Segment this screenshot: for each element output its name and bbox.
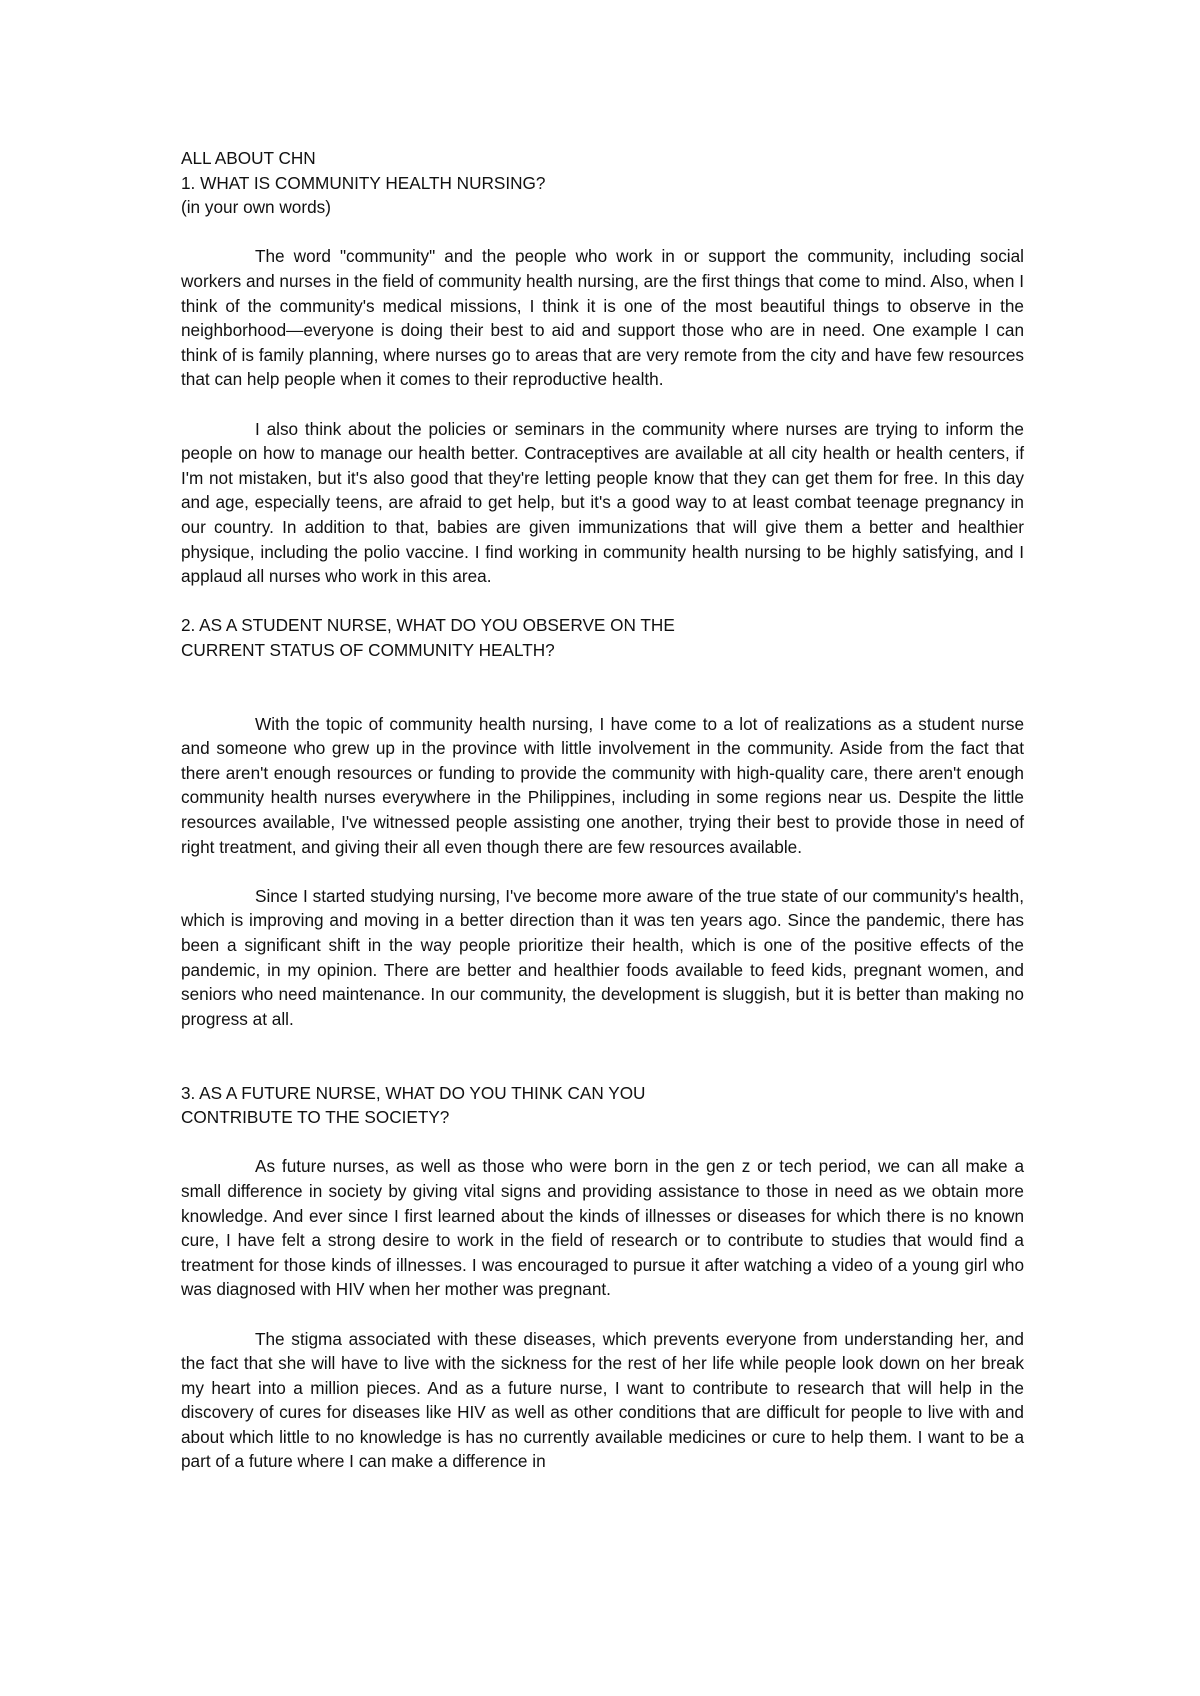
section-3-paragraph-2: The stigma associated with these diseases, which prevents everyone from understanding her, and the fact that she will have to live with the sickness for the rest of her life while people look down on her break my heart into a million pieces. And as a future nurse, I want to contribute to research that will help in the discovery of cures for diseases like HIV as well as other conditions that are difficult for people to live with and about which little to no knowledge is has no currently available medicines or cure to help them. I want to be a part of a future where I can make a difference in <box>181 1328 1024 1472</box>
section-1-paragraph-2: I also think about the policies or seminars in the community where nurses are trying to inform the people on how to manage our health better. Contraceptives are available at all city health or health centers, if I'm not mistaken, but it's also good that they're letting people know that they can get them for free. In this day and age, especially teens, are afraid to get help, but it's a good way to at least combat teenage pregnancy in our country. In addition to that, babies are given immunizations that will give them a better and healthier physique, including the polio vaccine. I find working in community health nursing to be highly satisfying, and I applaud all nurses who work in this area. <box>181 418 1024 587</box>
spacer <box>181 589 1024 614</box>
document-body <box>181 146 1024 1474</box>
section-1-heading: 1. WHAT IS COMMUNITY HEALTH NURSING? <box>181 172 546 193</box>
section-2-heading: 2. AS A STUDENT NURSE, WHAT DO YOU OBSERVE ON THE <box>181 615 675 636</box>
spacer <box>181 1302 1024 1327</box>
spacer <box>181 220 1024 245</box>
spacer <box>181 859 1024 884</box>
spacer <box>181 392 1024 417</box>
spacer <box>181 1130 1024 1155</box>
section-1-subheading: (in your own words) <box>181 197 331 218</box>
section-3-heading: 3. AS A FUTURE NURSE, WHAT DO YOU THINK CAN YOU <box>181 1082 646 1103</box>
section-3-heading-line-2: CONTRIBUTE TO THE SOCIETY? <box>181 1107 450 1128</box>
section-2-heading-line-2: CURRENT STATUS OF COMMUNITY HEALTH? <box>181 639 555 660</box>
section-2-paragraph-2: Since I started studying nursing, I've become more aware of the true state of our community's health, which is improving and moving in a better direction than it was ten years ago. Since the pandemic, there has been a significant shift in the way people prioritize their health, which is one of the positive effects of the pandemic, in my opinion. There are better and healthier foods available to feed kids, pregnant women, and seniors who need maintenance. In our community, the development is sluggish, but it is better than making no progress at all. <box>181 885 1024 1029</box>
section-1-paragraph-1: The word "community" and the people who work in or support the community, including social workers and nurses in the field of community health nursing, are the first things that come to mind. Also, when I think of the community's medical missions, I think it is one of the most beautiful things to observe in the neighborhood—everyone is doing their best to aid and support those who are in need. One example I can think of is family planning, where nurses go to areas that are very remote from the city and have few resources that can help people when it comes to their reproductive health. <box>181 246 1024 390</box>
spacer <box>181 662 1024 711</box>
spacer <box>181 1031 1024 1080</box>
document-title: ALL ABOUT CHN <box>181 148 316 168</box>
section-2-paragraph-1: With the topic of community health nursing, I have come to a lot of realizations as a student nurse and someone who grew up in the province with little involvement in the community. Aside from the fact that there aren't enough resources or funding to provide the community with high-quality care, there aren't enough community health nurses everywhere in the Philippines, including in some regions near us. Despite the little resources available, I've witnessed people assisting one another, trying their best to provide those in need of right treatment, and giving their all even though there are few resources available. <box>181 713 1024 857</box>
section-3-paragraph-1: As future nurses, as well as those who were born in the gen z or tech period, we can all make a small difference in society by giving vital signs and providing assistance to those in need as we obtain more knowledge. And ever since I first learned about the kinds of illnesses or diseases for which there is no known cure, I have felt a strong desire to work in the field of research or to contribute to studies that would find a treatment for those kinds of illnesses. I was encouraged to pursue it after watching a video of a young girl who was diagnosed with HIV when her mother was pregnant. <box>181 1156 1024 1300</box>
